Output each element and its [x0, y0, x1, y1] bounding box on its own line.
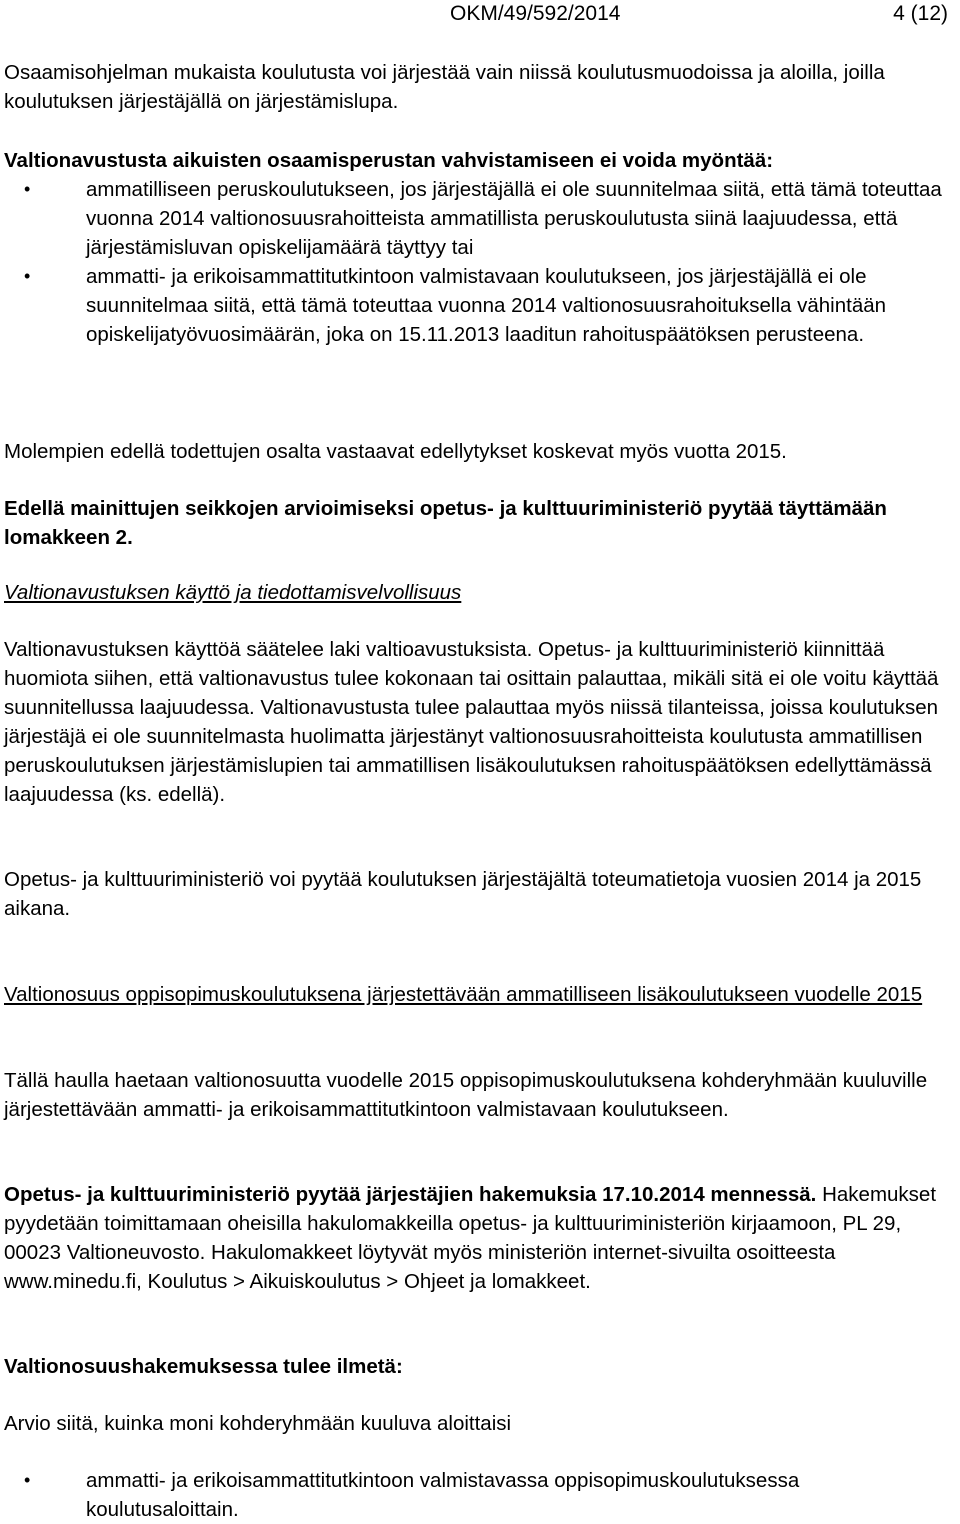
paragraph-hakemukset: [4, 1180, 956, 1296]
heading-text: Valtionavustuksen käyttö ja tiedottamisvelvollisuus: [4, 581, 462, 604]
paragraph-osaamisohjelma: Osaamisohjelman mukaista koulutusta voi järjestää vain niissä koulutusmuodoissa ja aloilla, joilla koulutuksen järjestäjällä on järjestämislupa.: [4, 61, 885, 113]
paragraph-kaytto: Valtionavustuksen käyttöä säätelee laki valtioavustuksista. Opetus- ja kulttuuriministeriö kiinnittää huomiota siihen, että valtionavustus tulee kokonaan tai osittain palauttaa, mikäli sitä ei ole voitu käyttää suunnitellussa laajuudessa. Valtionavustusta tulee palauttaa myös niissä tilanteissa, joissa koulutuksen järjestäjä ei ole suunnitelmasta huolimatta järjestänyt valtionosuusrahoitteista koulutusta ammatillisen peruskoulutuksen järjestämislupien tai ammatillisen lisäkoulutuksen rahoituspäätöksen edellyttämässä laajuudessa (ks. edellä).: [4, 638, 939, 806]
submission-text: Hakemukset pyydetään toimittamaan oheisilla hakulomakkeilla opetus- ja kulttuuriministeriön kirjaamoon, PL 29, 00023 Valtioneuvosto. Hakulomakkeet löytyvät myös ministeriön internet-sivuilta osoitteesta www.minedu.fi, Koulutus > Aikuiskoulutus > Ohjeet ja lomakkeet.: [4, 1183, 937, 1293]
document-id: OKM/49/592/2014: [450, 2, 621, 25]
paragraph-toteumatiedot: Opetus- ja kulttuuriministeriö voi pyytää koulutuksen järjestäjältä toteumatietoja vuosien 2014 ja 2015 aikana.: [4, 868, 922, 920]
list-item: • ammatilliseen peruskoulutukseen, jos järjestäjällä ei ole suunnitelmaa siitä, että tämä toteuttaa vuonna 2014 valtionosuusrahoitteista ammatillista peruskoulutusta siinä laajuudessa, että järjestämisluvan opiskelijamäärä täyttyy tai: [4, 175, 956, 262]
section-heading-kaytto: [4, 578, 956, 607]
paragraph-heading-not-granted: [4, 146, 956, 175]
deadline-text: Opetus- ja kulttuuriministeriö pyytää järjestäjien hakemuksia 17.10.2014 mennessä.: [4, 1183, 817, 1206]
list-item: • ammatti- ja erikoisammattitutkintoon valmistavaan koulutukseen, jos järjestäjällä ei ole suunnitelmaa siitä, että tämä toteuttaa vuonna 2014 valtionosuusrahoituksella vähintään opiskelijatyövuosimäärän, joka on 15.11.2013 laaditun rahoituspäätöksen perusteena.: [4, 262, 956, 349]
section-heading-valtionosuus: [4, 980, 956, 1009]
page-number: 4 (12): [893, 2, 948, 25]
list-item: • ammatti- ja erikoisammattitutkintoon valmistavassa oppisopimuskoulutuksessa koulutusaloittain.: [4, 1466, 956, 1524]
page-header: [4, 1, 948, 27]
paragraph-haku: Tällä haulla haetaan valtionosuutta vuodelle 2015 oppisopimuskoulutuksena kohderyhmään kuuluville järjestettävään ammatti- ja erikoisammattitutkintoon valmistavaan koulutukseen.: [4, 1069, 928, 1121]
paragraph-molempien: Molempien edellä todettujen osalta vastaavat edellytykset koskevat myös vuotta 2015.: [4, 440, 787, 463]
paragraph-arvio: Arvio siitä, kuinka moni kohderyhmään kuuluva aloittaisi: [4, 1412, 512, 1435]
not-granted-list: [4, 175, 956, 349]
estimate-list: [4, 1466, 956, 1524]
section-heading-hakemus: Valtionosuushakemuksessa tulee ilmetä:: [4, 1355, 403, 1378]
not-granted-title: Valtionavustusta aikuisten osaamisperustan vahvistamiseen ei voida myöntää:: [4, 149, 774, 172]
heading-text: Valtionosuus oppisopimuskoulutuksena järjestettävään ammatilliseen lisäkoulutukseen vuodelle 2015: [4, 983, 923, 1006]
paragraph-lomake-2: Edellä mainittujen seikkojen arvioimiseksi opetus- ja kulttuuriministeriö pyytää täyttämään lomakkeen 2.: [4, 497, 887, 549]
